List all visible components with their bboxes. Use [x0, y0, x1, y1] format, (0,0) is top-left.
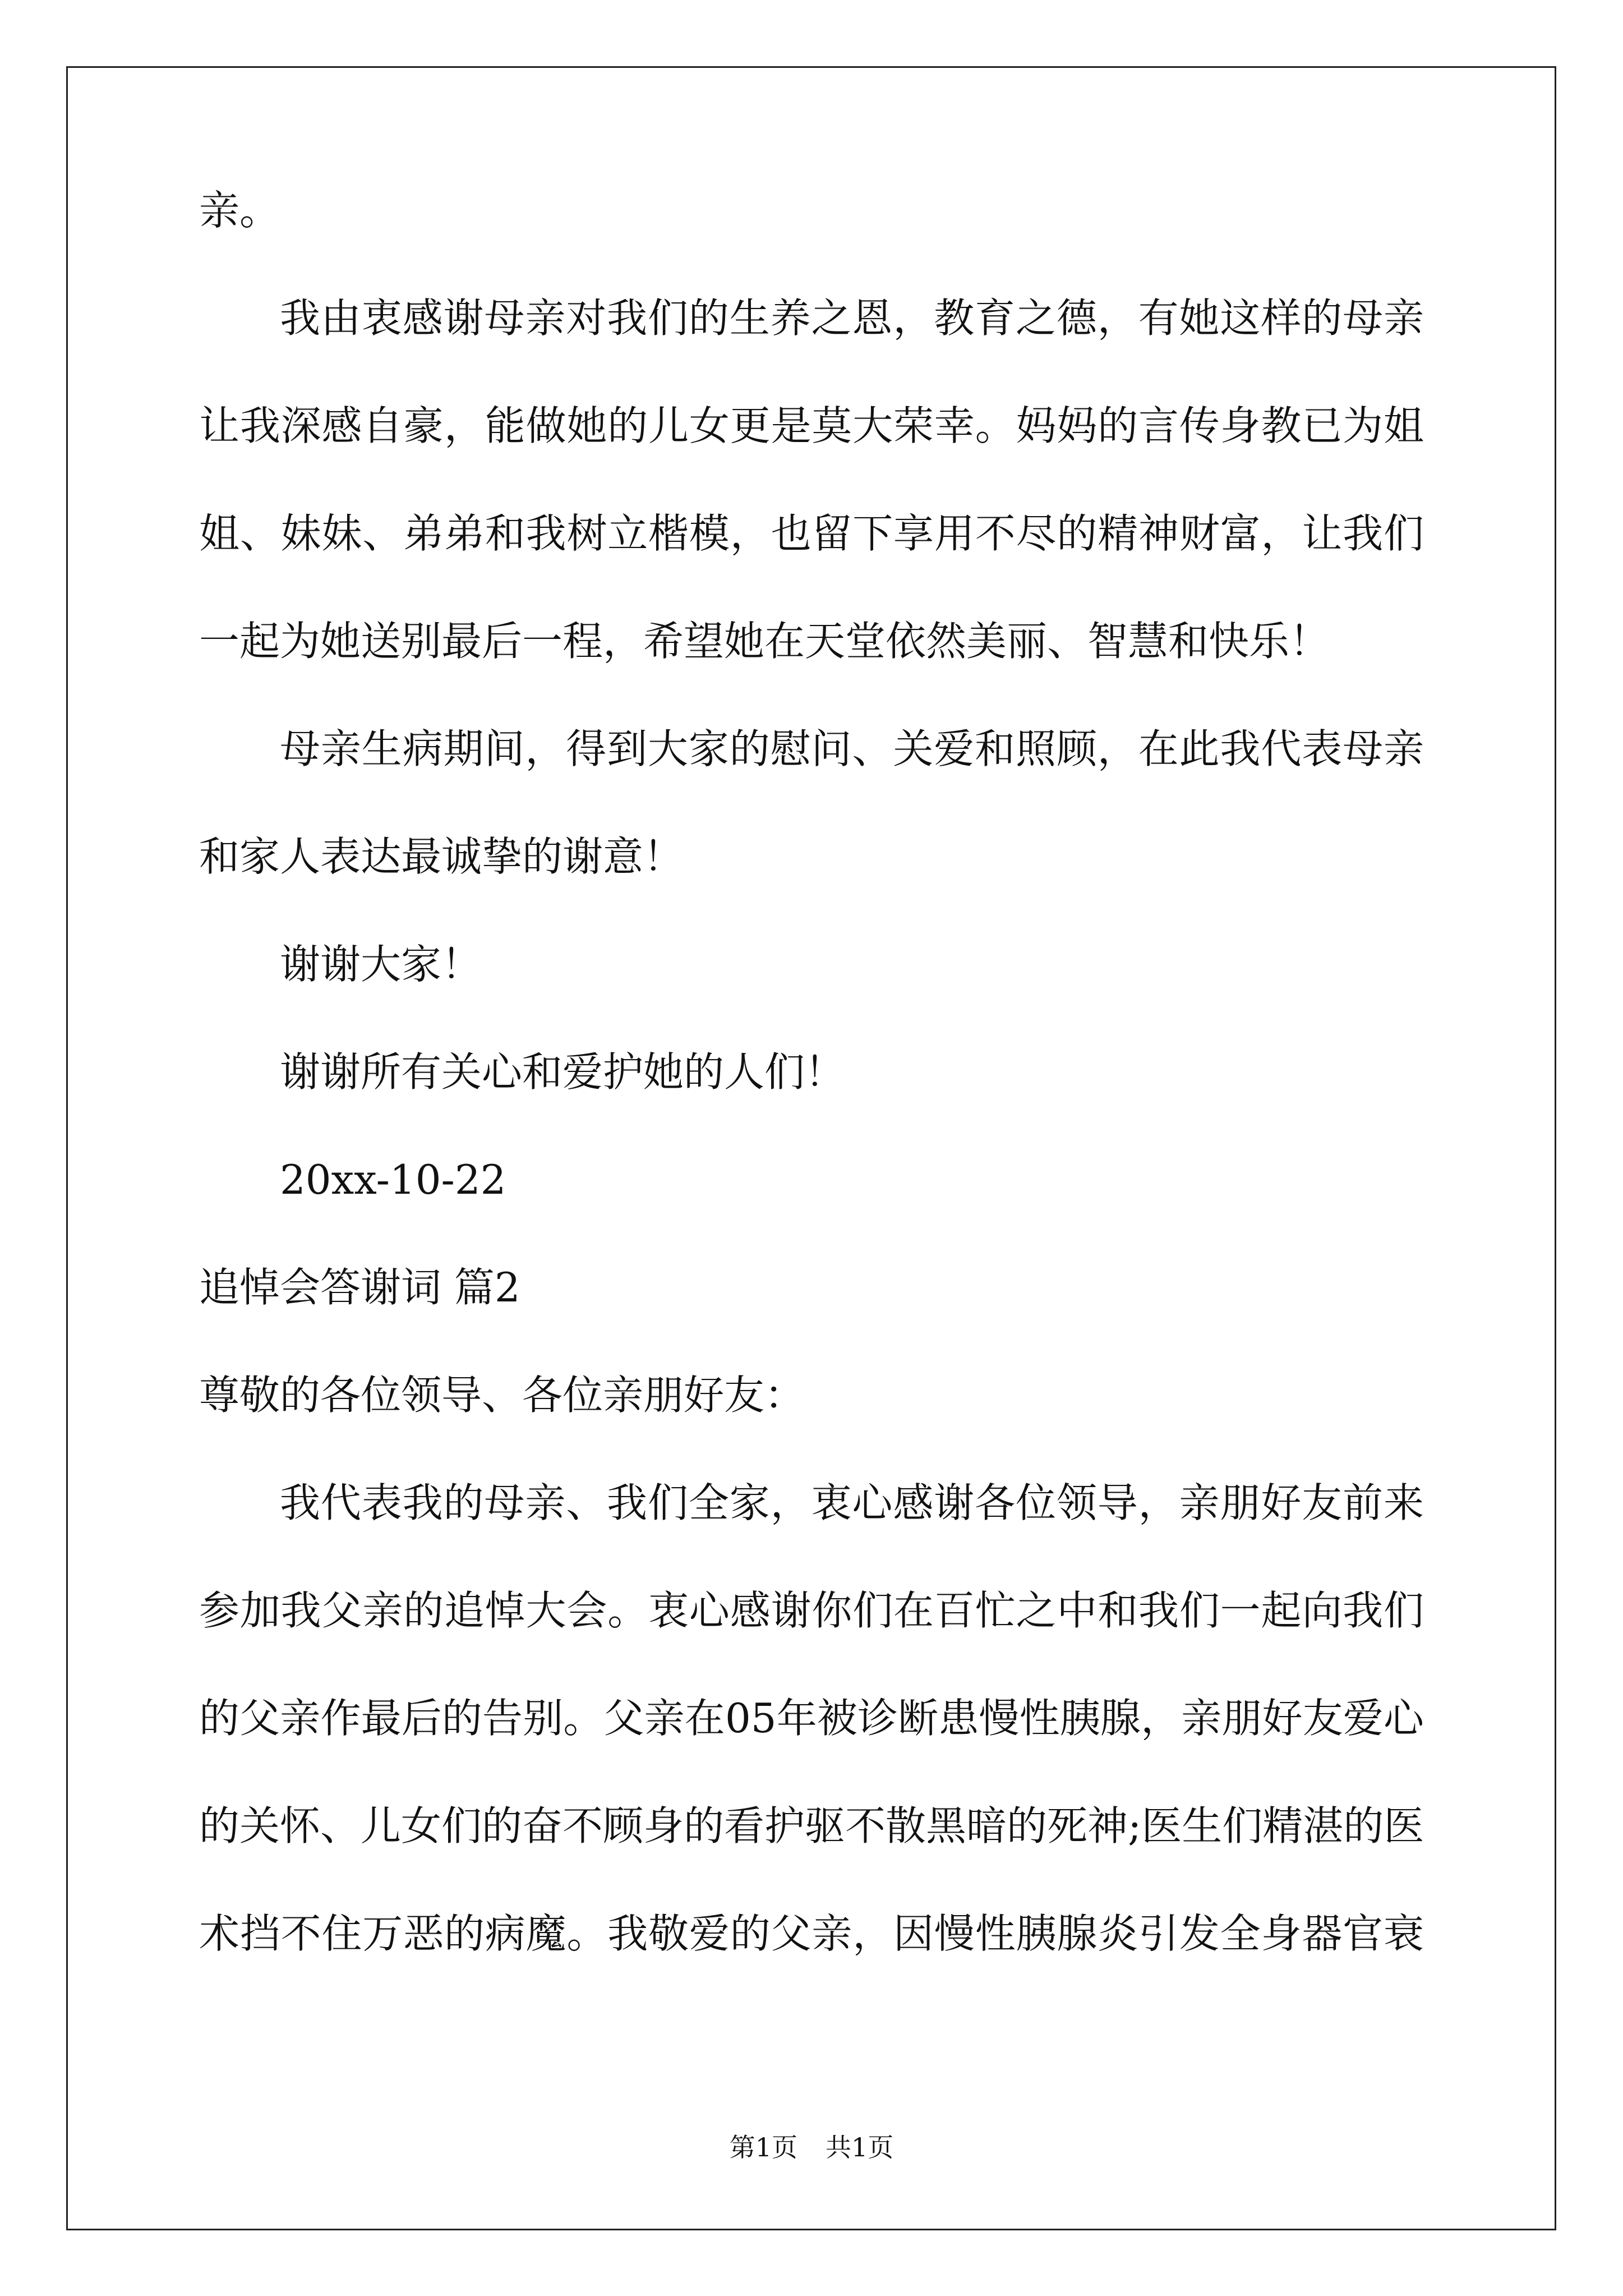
text-line: 让我深感自豪，能做她的儿女更是莫大荣幸。妈妈的言传身教已为姐 — [199, 402, 1424, 449]
text-line: 的父亲作最后的告别。父亲在05年被诊断患慢性胰腺，亲朋好友爱心 — [199, 1695, 1424, 1742]
page-footer — [0, 2131, 1623, 2164]
salutation-line: 尊敬的各位领导、各位亲朋好友： — [199, 1372, 805, 1419]
text-line: 术挡不住万恶的病魔。我敬爱的父亲，因慢性胰腺炎引发全身器官衰 — [199, 1910, 1424, 1957]
page-number: 第1页 — [729, 2132, 797, 2162]
date-line: 20xx-10-22 — [280, 1156, 506, 1203]
text-line: 一起为她送别最后一程，希望她在天堂依然美丽、智慧和快乐！ — [199, 618, 1330, 665]
page-total: 共1页 — [826, 2132, 894, 2162]
text-line: 母亲生病期间，得到大家的慰问、关爱和照顾，在此我代表母亲 — [280, 725, 1424, 772]
section-heading: 追悼会答谢词 篇2 — [199, 1264, 520, 1311]
text-line: 谢谢大家！ — [280, 941, 482, 988]
text-line: 谢谢所有关心和爱护她的人们！ — [280, 1048, 846, 1096]
text-line: 的关怀、儿女们的奋不顾身的看护驱不散黑暗的死神;医生们精湛的医 — [199, 1802, 1424, 1849]
page-frame — [66, 66, 1556, 2230]
text-line: 我代表我的母亲、我们全家，衷心感谢各位领导，亲朋好友前来 — [280, 1479, 1424, 1526]
text-line: 我由衷感谢母亲对我们的生养之恩，教育之德，有她这样的母亲 — [280, 295, 1424, 342]
text-line: 和家人表达最诚挚的谢意！ — [199, 833, 684, 880]
text-line: 姐、妹妹、弟弟和我树立楷模，也留下享用不尽的精神财富，让我们 — [199, 510, 1424, 557]
text-line: 亲。 — [199, 187, 280, 234]
text-line: 参加我父亲的追悼大会。衷心感谢你们在百忙之中和我们一起向我们 — [199, 1587, 1424, 1634]
